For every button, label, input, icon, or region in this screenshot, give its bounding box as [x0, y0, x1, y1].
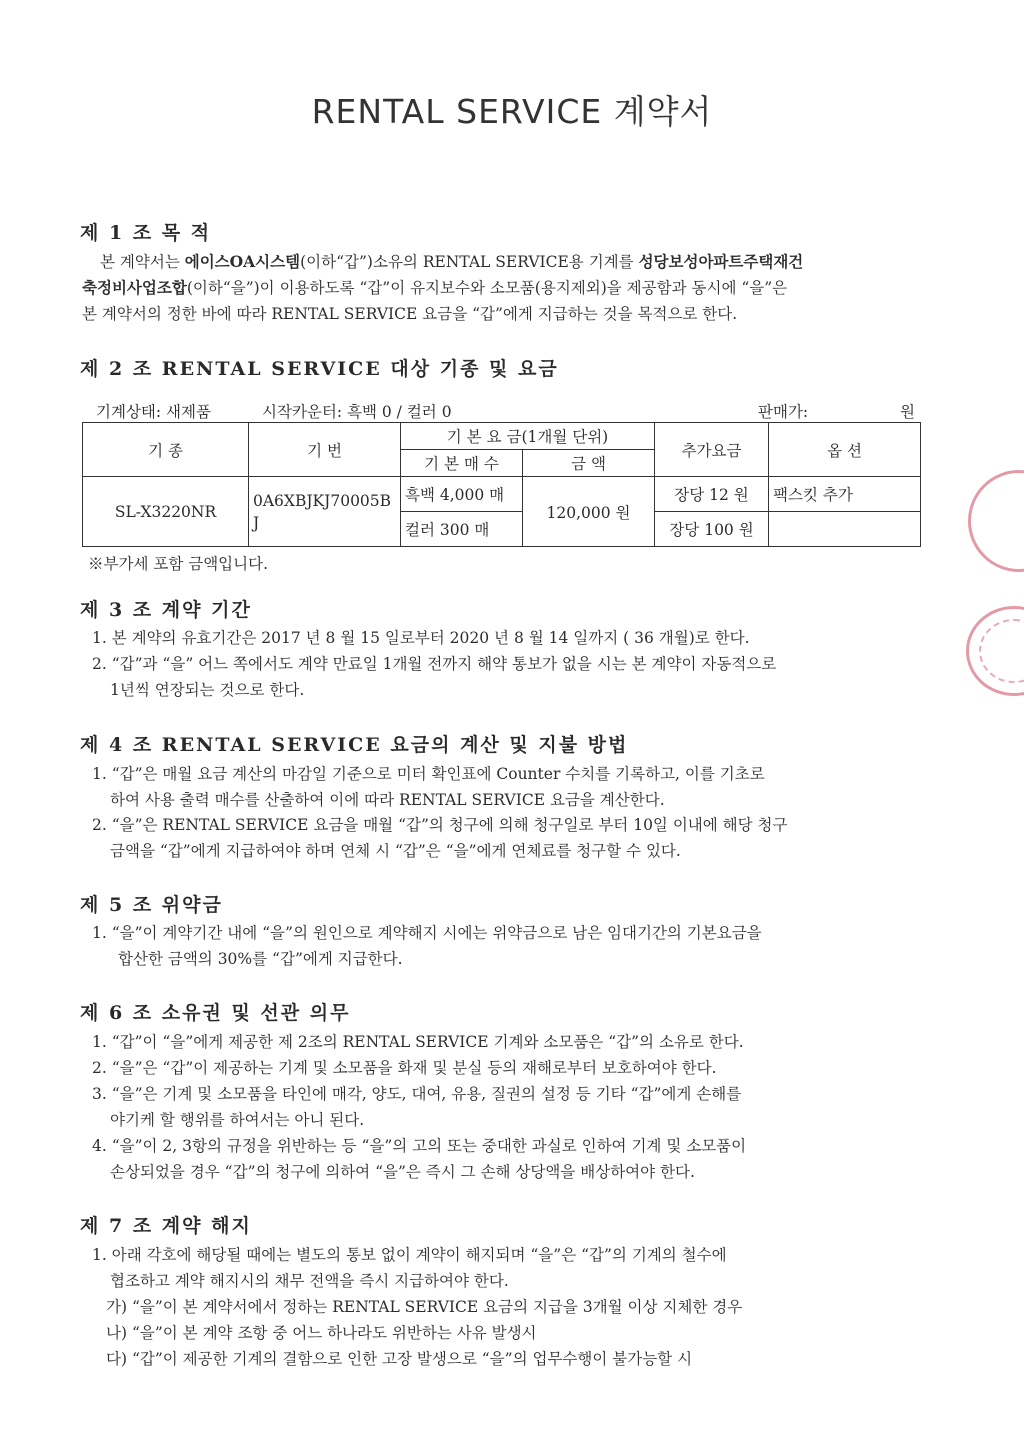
cell-extra-bw: 장당 12 원: [655, 477, 769, 512]
cell-option: 팩스킷 추가: [769, 477, 921, 512]
cell-serial: 0A6XBJKJ70005BJ: [249, 477, 401, 547]
header-base-count: 기 본 매 수: [401, 450, 523, 477]
machine-state: 기계상태: 새제품: [96, 403, 211, 421]
article-5-heading: 제 5 조 위약금: [80, 894, 223, 916]
article-1-line-2: 축정비사업조합(이하“을”)이 이용하도록 “갑”이 유지보수와 소모품(용지제외)을 제공함과 동시에 “을”은: [82, 278, 788, 297]
article-7-item-na: 나) “을”이 본 계약 조항 중 어느 하나라도 위반하는 사유 발생시: [106, 1324, 537, 1342]
article-3-line-1: 1. 본 계약의 유효기간은 2017 년 8 월 15 일로부터 2020 년 8 월 14 일까지 ( 36 개월)로 한다.: [92, 629, 750, 647]
article-4-line-3: 2. “을”은 RENTAL SERVICE 요금을 매월 “갑”의 청구에 의해 청구일로 부터 10일 이내에 해당 청구: [92, 816, 788, 834]
article-7-heading: 제 7 조 계약 해지: [80, 1215, 252, 1237]
article-1-heading: 제 1 조 목 적: [80, 222, 212, 244]
article-6-line-3: 3. “을”은 기계 및 소모품을 타인에 매각, 양도, 대여, 유용, 질권의 설정 등 기타 “갑”에게 손해를: [92, 1085, 742, 1103]
article-3-heading: 제 3 조 계약 기간: [80, 599, 252, 621]
article-4-heading: 제 4 조 RENTAL SERVICE 요금의 계산 및 지불 방법: [80, 734, 629, 756]
article-7-item-ga: 가) “을”이 본 계약서에서 정하는 RENTAL SERVICE 요금의 지급을 3개월 이상 지체한 경우: [106, 1298, 743, 1316]
header-model: 기 종: [83, 423, 249, 477]
rental-table: [82, 422, 921, 547]
document-title: RENTAL SERVICE 계약서: [311, 92, 713, 131]
header-option: 옵 션: [769, 423, 921, 477]
article-7-line-1: 1. 아래 각호에 해당될 때에는 별도의 통보 없이 계약이 해지되며 “을”은 “갑”의 기계의 철수에: [92, 1246, 727, 1264]
article-6-line-5: 4. “을”이 2, 3항의 규정을 위반하는 등 “을”의 고의 또는 중대한 과실로 인하여 기계 및 소모품이: [92, 1137, 747, 1155]
seal-stamp-inner-icon: [979, 619, 1024, 683]
start-counter: 시작카운터: 흑백 0 / 컬러 0: [262, 403, 452, 421]
article-7-item-da: 다) “갑”이 제공한 기계의 결함으로 인한 고장 발생으로 “을”의 업무수행이 불가능할 시: [106, 1350, 693, 1368]
seal-stamp-icon: [968, 470, 1024, 572]
article-5-line-2: 합산한 금액의 30%를 “갑”에게 지급한다.: [118, 950, 403, 968]
cell-count-color: 컬러 300 매: [401, 512, 523, 547]
header-base-fee: 기 본 요 금(1개월 단위): [401, 423, 655, 450]
header-serial: 기 번: [249, 423, 401, 477]
article-1-line-1: 본 계약서는 에이스OA시스템(이하“갑”)소유의 RENTAL SERVICE용 기계를 성당보성아파트주택재건: [100, 252, 804, 271]
sale-price-label: 판매가:: [758, 403, 809, 421]
article-4-line-1: 1. “갑”은 매월 요금 계산의 마감일 기준으로 미터 확인표에 Counter 수치를 기록하고, 이를 기초로: [92, 765, 765, 783]
sale-price-unit: 원: [900, 403, 915, 421]
article-6-line-6: 손상되었을 경우 “갑”의 청구에 의하여 “을”은 즉시 그 손해 상당액을 배상하여야 한다.: [110, 1163, 695, 1181]
article-4-line-2: 하여 사용 출력 매수를 산출하여 이에 따라 RENTAL SERVICE 요금을 계산한다.: [110, 791, 665, 809]
cell-count-bw: 흑백 4,000 매: [401, 477, 523, 512]
header-extra-fee: 추가요금: [655, 423, 769, 477]
seal-stamp-icon: [966, 606, 1024, 696]
article-3-line-3: 1년씩 연장되는 것으로 한다.: [110, 681, 305, 699]
cell-model: SL-X3220NR: [83, 477, 249, 547]
article-6-line-2: 2. “을”은 “갑”이 제공하는 기계 및 소모품을 화재 및 분실 등의 재해로부터 보호하여야 한다.: [92, 1059, 717, 1077]
article-6-line-4: 야기케 할 행위를 하여서는 아니 된다.: [110, 1111, 365, 1129]
cell-amount: 120,000 원: [523, 477, 655, 547]
article-6-heading: 제 6 조 소유권 및 선관 의무: [80, 1002, 351, 1024]
vat-note: ※부가세 포함 금액입니다.: [88, 555, 269, 573]
header-amount: 금 액: [523, 450, 655, 477]
cell-option-empty: [769, 512, 921, 547]
article-4-line-4: 금액을 “갑”에게 지급하여야 하며 연체 시 “갑”은 “을”에게 연체료를 청구할 수 있다.: [110, 842, 681, 860]
cell-extra-color: 장당 100 원: [655, 512, 769, 547]
article-6-line-1: 1. “갑”이 “을”에게 제공한 제 2조의 RENTAL SERVICE 기계와 소모품은 “갑”의 소유로 한다.: [92, 1033, 744, 1051]
article-1-line-3: 본 계약서의 정한 바에 따라 RENTAL SERVICE 요금을 “갑”에게 지급하는 것을 목적으로 한다.: [82, 305, 738, 323]
article-5-line-1: 1. “을”이 계약기간 내에 “을”의 원인으로 계약해지 시에는 위약금으로 남은 임대기간의 기본요금을: [92, 924, 762, 942]
article-3-line-2: 2. “갑”과 “을” 어느 쪽에서도 계약 만료일 1개월 전까지 해약 통보가 없을 시는 본 계약이 자동적으로: [92, 655, 777, 673]
article-2-heading: 제 2 조 RENTAL SERVICE 대상 기종 및 요금: [80, 358, 559, 380]
article-7-line-2: 협조하고 계약 해지시의 채무 전액을 즉시 지급하여야 한다.: [110, 1272, 509, 1290]
